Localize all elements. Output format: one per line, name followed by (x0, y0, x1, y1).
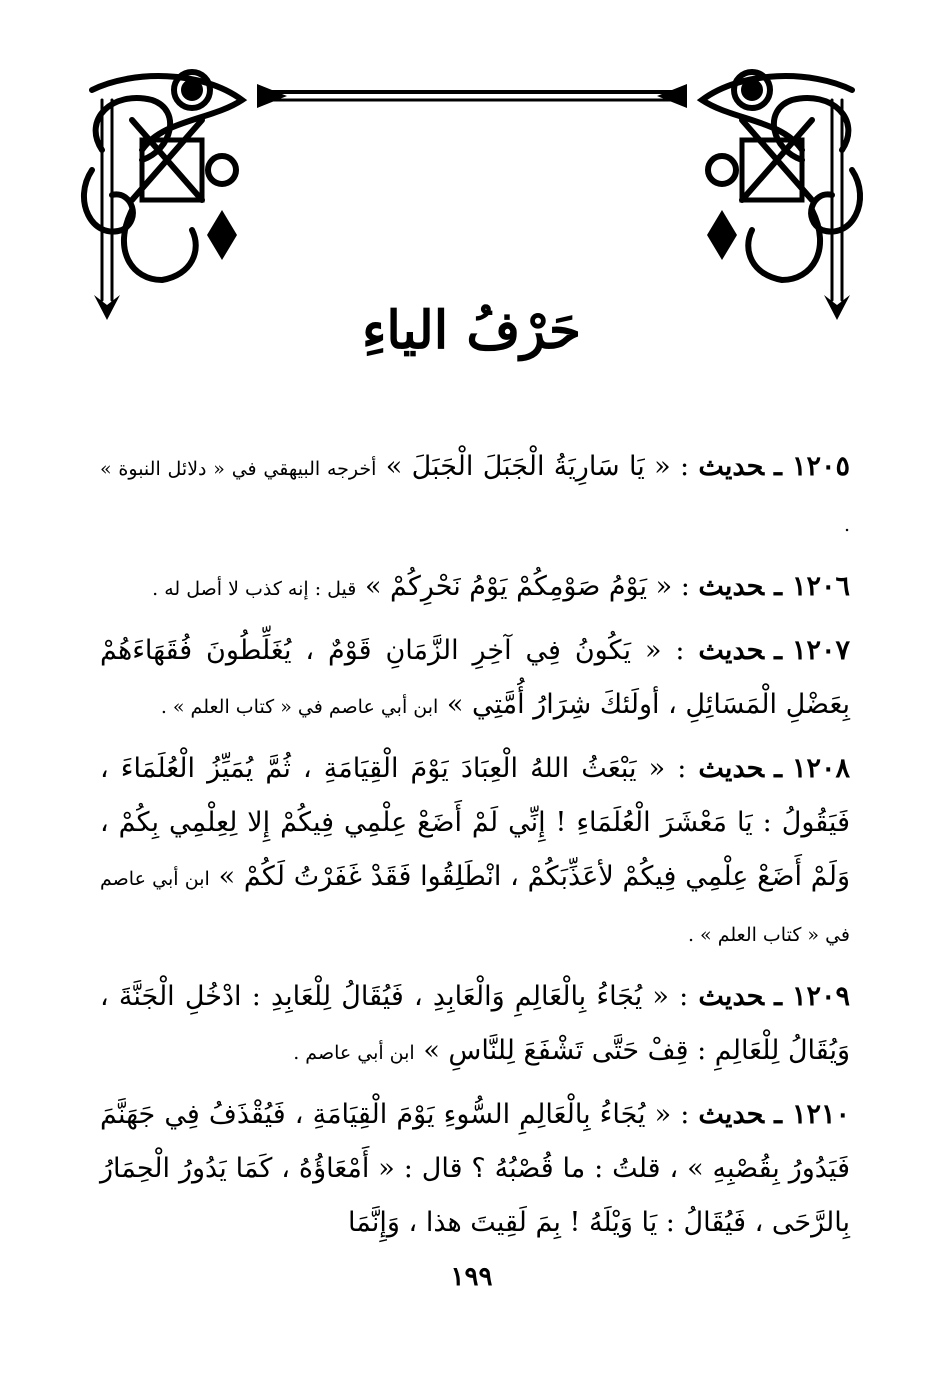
entry-text: : « يَا سَارِيَةُ الْجَبَلَ الْجَبَلَ » (385, 451, 690, 482)
page-number: ١٩٩ (450, 1262, 493, 1292)
hadith-entry: ١٢٠٦ـحديث : « يَوْمُ صَوْمِكُمْ يَوْمُ نَحْرِكُمْ » قيل : إنه كذب لا أصل له . (152, 571, 850, 602)
hadith-entry: ١٢٠٩ـحديث : « يُجَاءُ بِالْعَالِمِ وَالْعَابِدِ ، فَيُقَالُ لِلْعَابِدِ : ادْخُلِ الْجَنَّةَ ، وَيُقَالُ لِلْعَالِمِ : قِفْ حَتَّى تَشْفَعَ لِلنَّاسِ » ابن أبي عاصم . (100, 981, 850, 1066)
entry-keyword: حديث (698, 753, 765, 784)
hadith-entry: ١٢٠٥ـحديث : « يَا سَارِيَةُ الْجَبَلَ الْجَبَلَ » أخرجه البيهقي في « دلائل النبوة » . (100, 451, 850, 536)
hadith-list (100, 440, 850, 1258)
entry-number: ١٢١٠ (791, 1099, 850, 1130)
entry-number: ١٢٠٨ (791, 753, 850, 784)
entry-text: : « يُجَاءُ بِالْعَالِمِ السُّوءِ يَوْمَ الْقِيَامَةِ ، فَيُقْذَفُ فِي جَهَنَّمَ فَيَدُورُ بِقُصْبِهِ » ، قلتُ : ما قُصْبُهُ ؟ قال : « أَمْعَاؤُهُ ، كَمَا يَدُورُ الْحِمَارُ بِالرَّحَى ، فَيُقَالُ : يَا وَيْلَهُ ! بِمَ لَقِيتَ هذا ، وَإِنَّمَا (100, 1099, 850, 1238)
ornamental-header-frame (72, 60, 872, 320)
entry-text: : « يَبْعَثُ اللهُ الْعِبَادَ يَوْمَ الْقِيَامَةِ ، ثُمَّ يُمَيِّزُ الْعُلَمَاءَ ، فَيَقُولُ : يَا مَعْشَرَ الْعُلَمَاءِ ! إِنِّي لَمْ أَضَعْ عِلْمِي فِيكُمْ إِلا لِعِلْمِي بِكُمْ ، وَلَمْ أَضَعْ عِلْمِي فِيكُمْ لأعَذِّبَكُمْ ، انْطَلِقُوا فَقَدْ غَفَرْتُ لَكُمْ » (100, 753, 850, 892)
entry-keyword: حديث (698, 981, 765, 1012)
entry-number: ١٢٠٦ (791, 571, 850, 602)
entry-text: : « يَوْمُ صَوْمِكُمْ يَوْمُ نَحْرِكُمْ » (364, 571, 690, 602)
entry-keyword: حديث (698, 451, 765, 482)
hadith-entry: ١٢٠٧ـحديث : « يَكُونُ فِي آخِرِ الزَّمَانِ قَوْمٌ ، يُغَلِّطُونَ فُقَهَاءَهُمْ بِعَضْلِ الْمَسَائِلِ ، أولَئكَ شِرَارُ أُمَّتِي » ابن أبي عاصم في « كتاب العلم » . (100, 635, 850, 720)
entry-keyword: حديث (698, 1099, 765, 1130)
entry-keyword: حديث (698, 571, 765, 602)
entry-source: قيل : إنه كذب لا أصل له . (152, 578, 357, 600)
entry-number: ١٢٠٧ (791, 635, 850, 666)
chapter-title: حَرْفُ الياءِ (361, 300, 582, 361)
entry-source: ابن أبي عاصم في « كتاب العلم » . (160, 696, 439, 718)
entry-number: ١٢٠٩ (791, 981, 850, 1012)
entry-source: ابن أبي عاصم في « كتاب العلم » . (100, 868, 850, 946)
entry-number: ١٢٠٥ (791, 451, 850, 482)
hadith-entry: ١٢٠٨ـحديث : « يَبْعَثُ اللهُ الْعِبَادَ يَوْمَ الْقِيَامَةِ ، ثُمَّ يُمَيِّزُ الْعُلَمَاءَ ، فَيَقُولُ : يَا مَعْشَرَ الْعُلَمَاءِ ! إِنِّي لَمْ أَضَعْ عِلْمِي فِيكُمْ إِلا لِعِلْمِي بِكُمْ ، وَلَمْ أَضَعْ عِلْمِي فِيكُمْ لأعَذِّبَكُمْ ، انْطَلِقُوا فَقَدْ غَفَرْتُ لَكُمْ » ابن أبي عاصم في « كتاب العلم » . (100, 753, 850, 946)
entry-keyword: حديث (698, 635, 765, 666)
entry-text: : « يُجَاءُ بِالْعَالِمِ وَالْعَابِدِ ، فَيُقَالُ لِلْعَابِدِ : ادْخُلِ الْجَنَّةَ ، وَيُقَالُ لِلْعَالِمِ : قِفْ حَتَّى تَشْفَعَ لِلنَّاسِ » (100, 981, 850, 1066)
entry-source: أخرجه البيهقي في « دلائل النبوة » . (100, 458, 850, 536)
entry-text: : « يَكُونُ فِي آخِرِ الزَّمَانِ قَوْمٌ ، يُغَلِّطُونَ فُقَهَاءَهُمْ بِعَضْلِ الْمَسَائِلِ ، أولَئكَ شِرَارُ أُمَّتِي » (100, 635, 850, 720)
entry-source: ابن أبي عاصم . (293, 1042, 415, 1064)
hadith-entry: ١٢١٠ـحديث : « يُجَاءُ بِالْعَالِمِ السُّوءِ يَوْمَ الْقِيَامَةِ ، فَيُقْذَفُ فِي جَهَنَّمَ فَيَدُورُ بِقُصْبِهِ » ، قلتُ : ما قُصْبُهُ ؟ قال : « أَمْعَاؤُهُ ، كَمَا يَدُورُ الْحِمَارُ بِالرَّحَى ، فَيُقَالُ : يَا وَيْلَهُ ! بِمَ لَقِيتَ هذا ، وَإِنَّمَا (100, 1099, 850, 1238)
